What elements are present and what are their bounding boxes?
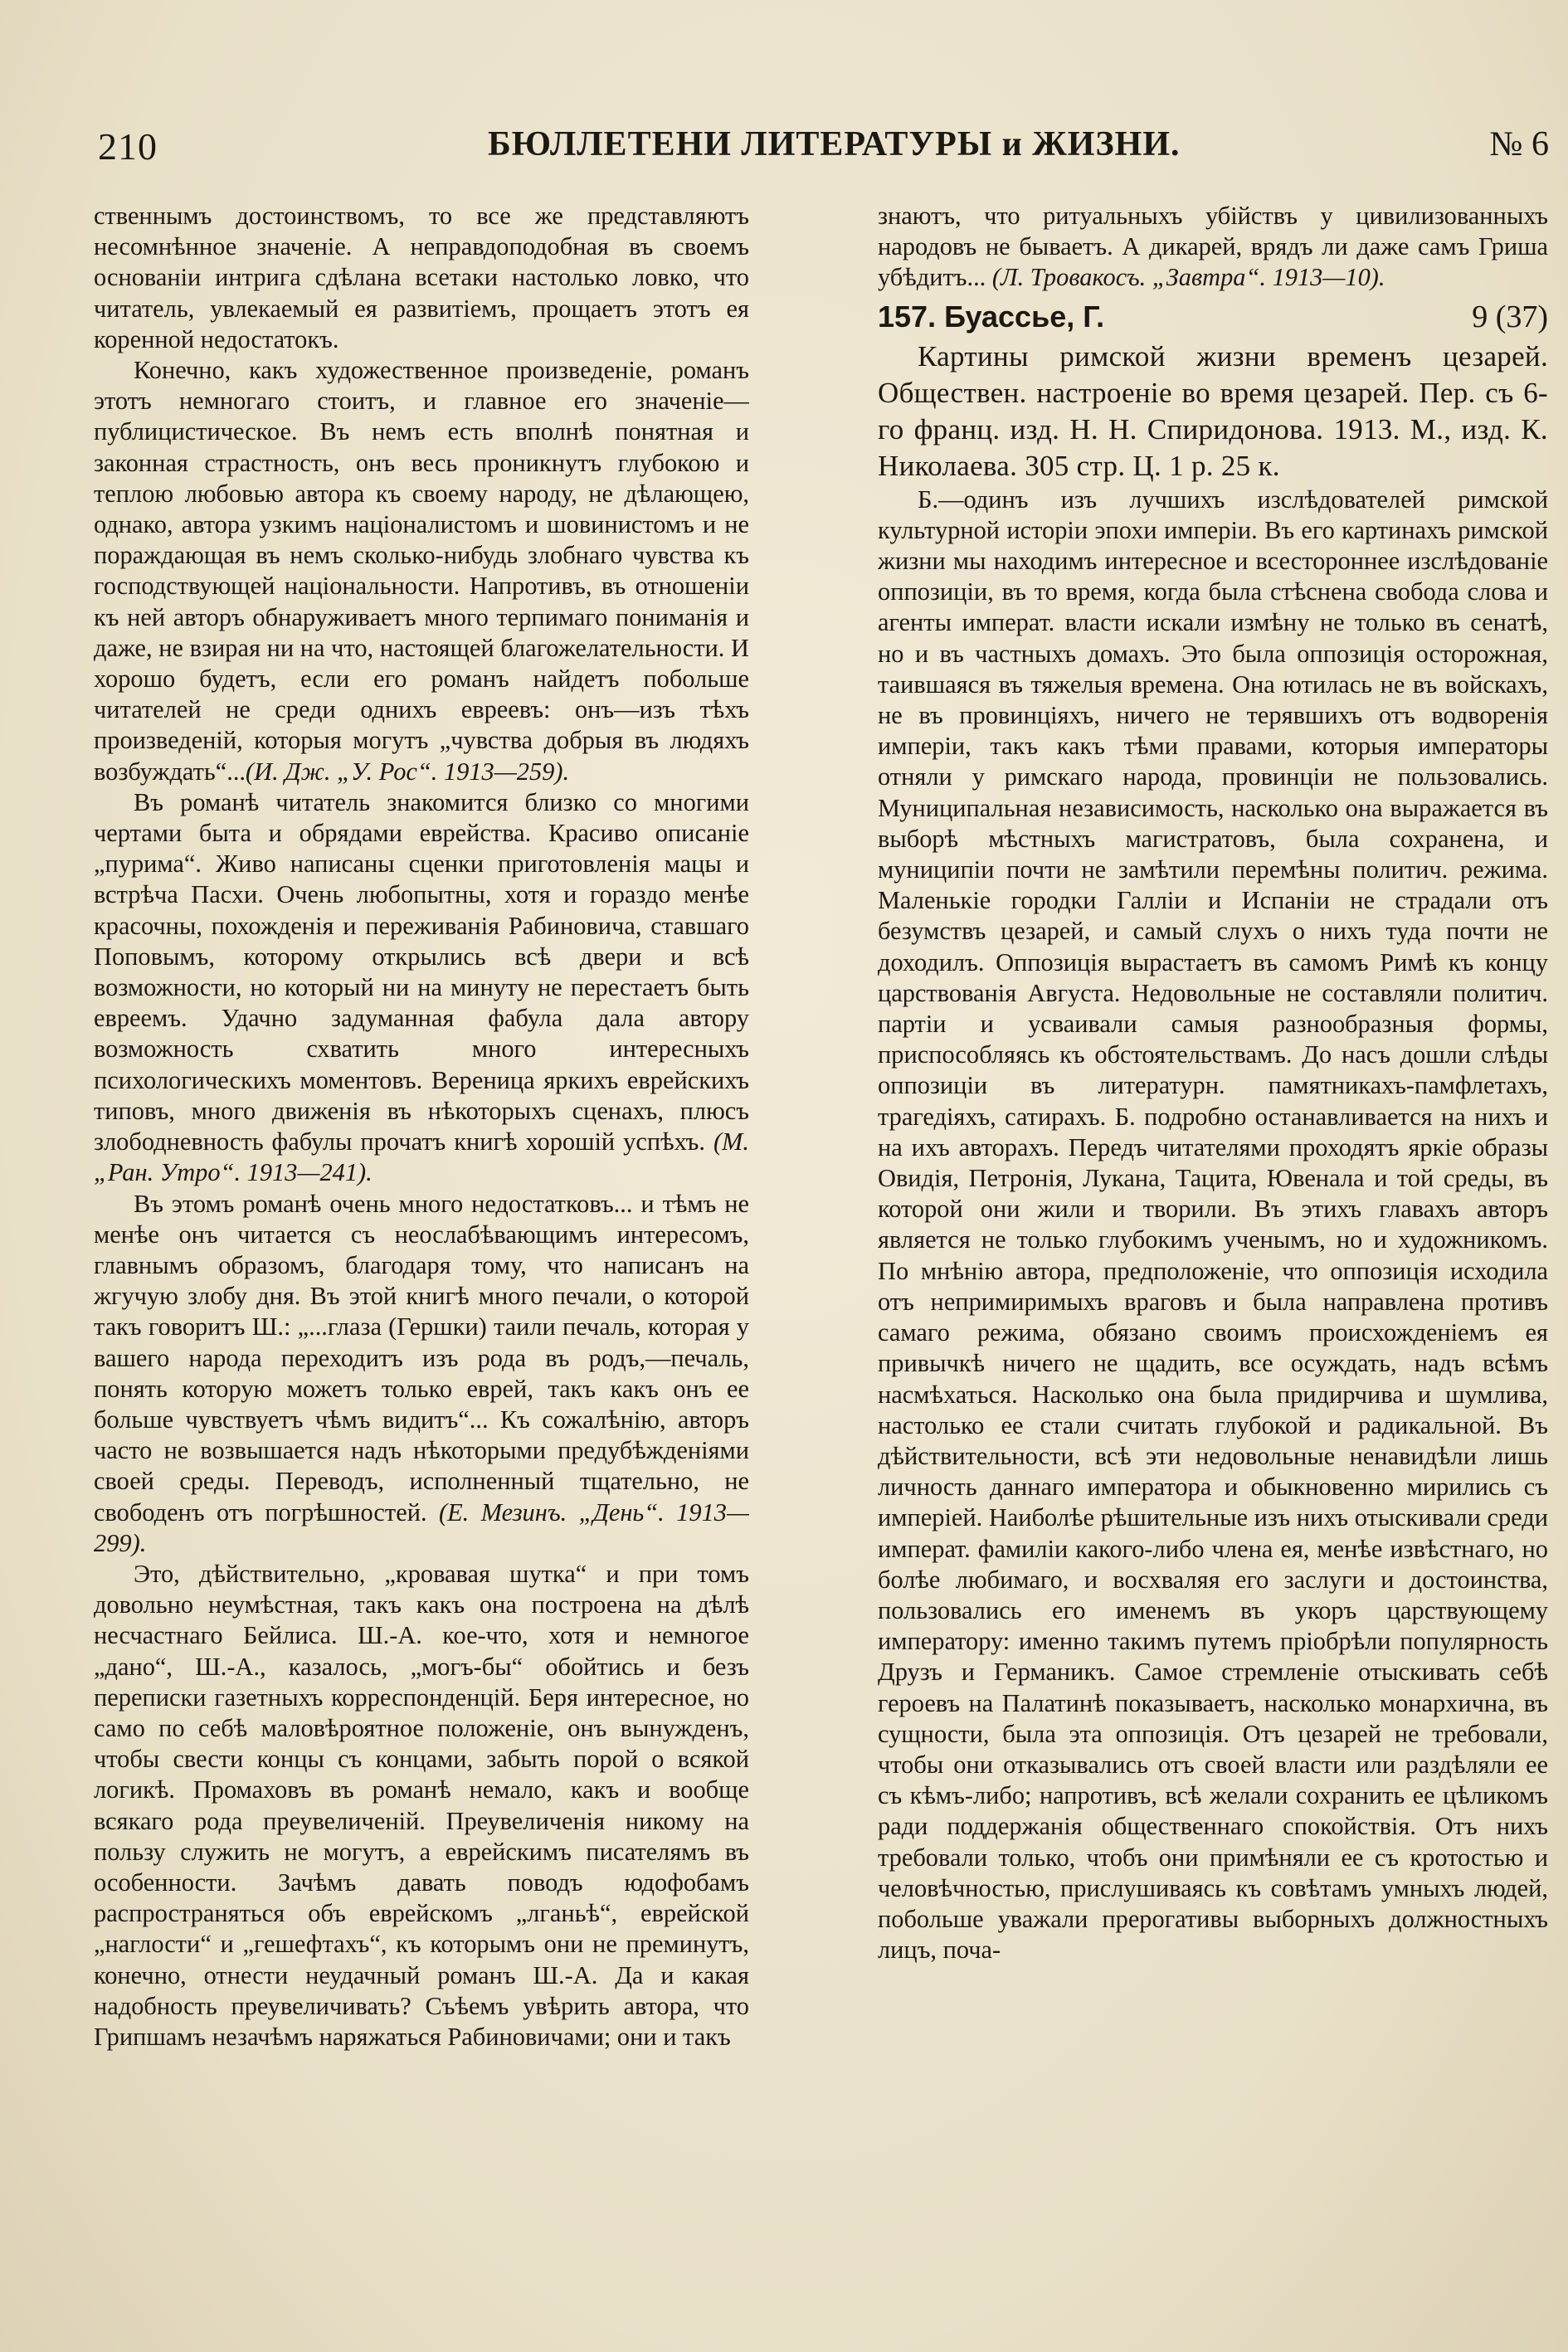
paragraph: Б.—одинъ изъ лучшихъ изслѣдователей римской культурной исторiи эпохи имперiи. Въ его картинахъ римской жизни мы находимъ интересное и всестороннее изслѣдованiе оппозицiи, въ то время, когда была стѣснена свобода слова и агенты императ. власти искали измѣну не только въ сенатѣ, но и въ частныхъ домахъ. Это была оппозицiя осторожная, таившаяся въ тяжелыя времена. Она ютилась не въ войскахъ, не въ провинцiяхъ, ничего не терявшихъ отъ водворенiя имперiи, такъ какъ тѣми правами, которыя императоры отняли у римскаго народа, провинцiи не пользовались. Муниципальная независимость, насколько она выражается въ выборѣ мѣстныхъ магистратовъ, была сохранена, и муниципiи почти не замѣтили перемѣны политич. режима. Маленькiе городки Галлiи и Испанiи не страдали отъ безумствъ цезарей, и самый слухъ о нихъ туда почти не доходилъ. Оппозицiя выраcтаетъ въ самомъ Римѣ къ концу царствованiя Августа. Недовольные не составляли политич. партiи и усваивали самыя разнообразныя формы, приспособляясь къ обстоятельствамъ. До насъ дошли слѣды оппозицiи въ литературн. памятникахъ-памфлетахъ, трагедiяхъ, сатирахъ. Б. подробно останавливается на нихъ и на ихъ авторахъ. Передъ читателями проходятъ яркiе образы Овидiя, Петронiя, Лукана, Тацита, Ювенала и той среды, въ которой они жили и творили. Въ этихъ главахъ авторъ является не только глубокимъ ученымъ, но и художникомъ. По мнѣнiю автора, предположенiе, что оппозицiя исходила отъ непримиримыхъ враговъ и была направлена противъ самаго режима, обязано своимъ происхожденiемъ ея привычкѣ ничего не щадить, все осуждать, надъ всѣмъ насмѣхаться. Насколько она была придирчива и шумлива, настолько ее стали считать глубокой и радикальной. Въ дѣйствительности, всѣ эти недовольные ненавидѣли лишь личность даннаго императора и обыкновенно мирились съ имперiей. Наиболѣе рѣшительные изъ нихъ отыскивали среди императ. фамилiи какого-либо члена ея, менѣе извѣстнаго, но болѣе любимаго, и восхваляя его заслуги и достоинства, пользовались его именемъ въ укоръ царствующему императору: именно такимъ путемъ прiобрѣли популярность Друзъ и Германикъ. Самое стремленiе отыскивать себѣ героевъ на Палатинѣ показываетъ, насколько монархична, въ сущности, была эта оппозицiя. Отъ цезарей не требовали, чтобы они отказывались отъ своей власти или раздѣляли ее съ кѣмъ-либо; напротивъ, всѣ желали сохранить ее цѣликомъ ради поддержанiя общественнаго спокойствiя. Отъ нихъ требовали только, чтобъ они примѣняли ее съ кротостью и человѣчностью, прислушиваясь къ совѣтамъ умныхъ людей, побольше уважали прерогативы выборныхъ должностныхъ лицъ, поча- <box>878 485 1548 1965</box>
review-source: (М. „Ран. Утро“. 1913—241). <box>94 1127 749 1187</box>
page-number: 210 <box>98 125 158 168</box>
review-source: (Л. Тровакосъ. „Завтра“. 1913—10). <box>991 263 1385 292</box>
left-column <box>94 201 749 2341</box>
paragraph: Это, дѣйствительно, „кровавая шутка“ и при томъ довольно неумѣстная, такъ какъ она построена на дѣлѣ несчастнаго Бейлиса. Ш.-А. кое-что, хотя и немногое „дано“, Ш.-А., казалось, „могъ-бы“ обойтись и безъ переписки газетныхъ корреспонденцiй. Беря интересное, но само по себѣ маловѣроятное положенiе, онъ вынужденъ, чтобы свести концы съ концами, забыть порой о всякой логикѣ. Промаховъ въ романѣ немало, какъ и вообще всякаго рода преувеличенiй. Преувеличенiя никому на пользу служить не могутъ, а еврейскимъ писателямъ въ особенности. Зачѣмъ давать поводъ юдофобамъ распространяться объ еврейскомъ „лганьѣ“, еврейской „наглости“ и „гешефтахъ“, къ которымъ они не преминутъ, конечно, отнести неудачный романъ Ш.-А. Да и какая надобность преувеличивать? Съѣемъ увѣрить автора, что Грипшамъ незачѣмъ наряжаться Рабиновичами; они и такъ <box>94 1559 749 2051</box>
review-paragraph <box>94 787 749 1189</box>
page-header <box>98 124 1554 174</box>
review-source: (Е. Мезинъ. „День“. 1913—299). <box>94 1497 749 1557</box>
paragraph: ственнымъ достоинствомъ, то все же представляютъ несомнѣнное значенiе. А неправдоподобная въ своемъ основанiи интрига сдѣлана всетаки настолько ловко, что читатель, увлекаемый ея развитiемъ, прощаетъ этотъ ея коренной недостатокъ. <box>94 202 749 353</box>
review-paragraph <box>94 355 749 787</box>
entry-catalog-number: 9 (37) <box>1472 299 1548 334</box>
review-paragraph <box>94 1189 749 1559</box>
entry-title: 157. Буассье, Г. <box>878 299 1105 334</box>
review-text: Въ этомъ романѣ очень много недостатковъ... и тѣмъ не менѣе онъ читается съ неослабѣвающимъ интересомъ, главнымъ образомъ, благодаря тому, что написанъ на жгучую злобу дня. Въ этой книгѣ много печали, о которой такъ говоритъ Ш.: „...глаза (Гершки) таили печаль, которая у вашего народа переходитъ изъ рода въ родъ,—печаль, понять которую можетъ только еврей, такъ какъ онъ ее больше чувствуетъ чѣмъ видитъ“... Къ сожалѣнiю, авторъ часто не возвышается надъ нѣкоторыми предубѣжденiями своей среды. Переводъ, исполненный тщательно, не свободенъ отъ погрѣшностей. <box>94 1189 749 1527</box>
entry-bibliography: Картины римской жизни временъ цезарей. Обществен. настроенiе во время цезарей. Пер. съ 6-го франц. изд. Н. Н. Спиридонова. 1913. М., изд. К. Николаева. 305 стр. Ц. 1 р. 25 к. <box>878 339 1548 482</box>
review-text: Въ романѣ читатель знакомится близко со многими чертами быта и обрядами еврейства. Красиво описанiе „пурима“. Живо написаны сценки приготовленiя мацы и встрѣча Пасхи. Очень любопытны, хотя и гораздо менѣе красочны, похожденiя и переживанiя Рабиновича, ставшаго Поповымъ, которому открылись всѣ двери и всѣ возможности, но который ни на минуту не перестаетъ быть евреемъ. Удачно задуманная фабула дала автору возможность схватить много интересныхъ психологическихъ моментовъ. Вереница яркихъ еврейскихъ типовъ, много движенiя въ нѣкоторыхъ сценахъ, плюсъ злободневность фабулы прочатъ книгѣ хорошiй успѣхъ. <box>94 787 749 1157</box>
review-text: Конечно, какъ художественное произведенiе, романъ этотъ немногаго стоитъ, и главное его значенiе—публицистическое. Въ немъ есть вполнѣ понятная и законная страстность, онъ весь проникнутъ глубокою и теплою любовью автора къ своему народу, не дѣлающею, однако, автора узкимъ нацiоналистомъ и шовинистомъ и не пораждающая въ немъ сколько-нибудь злобнаго чувства къ господствующей нацiональности. Напротивъ, въ отношенiи къ ней авторъ обнаруживаетъ много терпимаго пониманiя и даже, не взирая ни на что, настоящей благожелательности. И хорошо будетъ, если его романъ найдетъ побольше читателей не среди однихъ евреевъ: онъ—изъ тѣхъ произведенiй, которыя могутъ „чувства добрыя въ людяхъ возбуждать“... <box>94 356 749 786</box>
entry-heading <box>878 299 1548 335</box>
review-text: знаютъ, что ритуальныхъ убiйствъ у цивилизованныхъ народовъ не бываетъ. А дикарей, врядъ ли даже самъ Гриша убѣдитъ... <box>878 202 1548 292</box>
review-paragraph <box>878 201 1548 294</box>
review-source: (И. Дж. „У. Рос“. 1913—259). <box>246 757 570 786</box>
right-column <box>878 201 1548 2341</box>
issue-number: № 6 <box>1489 125 1549 163</box>
running-title: БЮЛЛЕТЕНИ ЛИТЕРАТУРЫ и ЖИЗНИ. <box>488 125 1181 163</box>
